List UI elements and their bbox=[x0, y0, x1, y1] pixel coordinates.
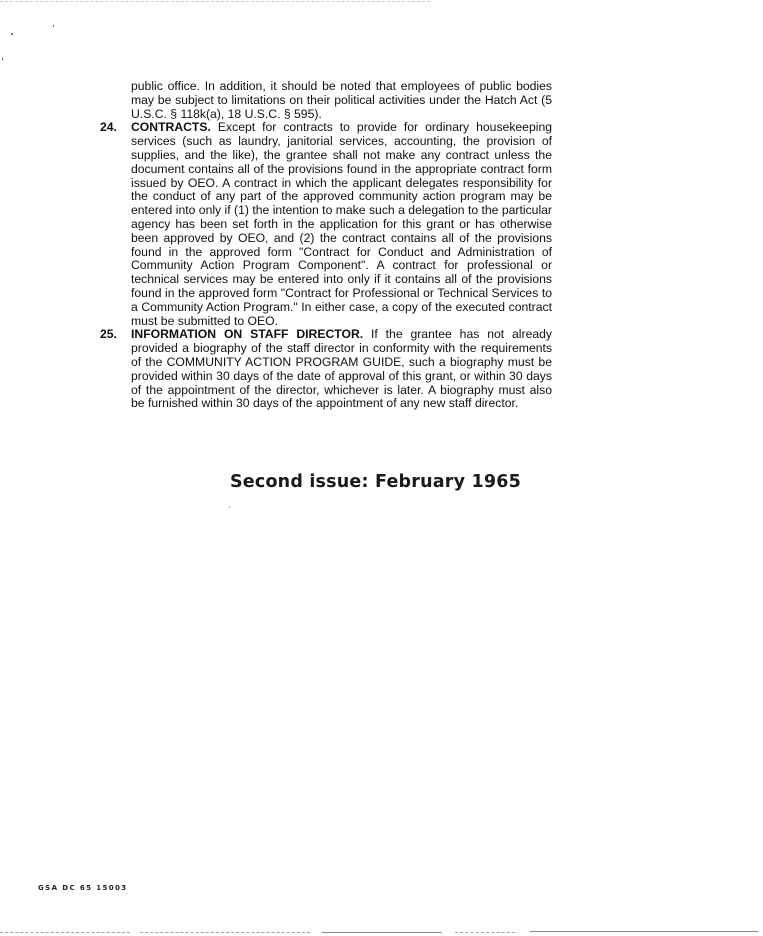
scan-edge-artifact bbox=[322, 932, 442, 933]
scan-speck bbox=[11, 33, 13, 35]
print-code: GSA DC 65 15003 bbox=[38, 884, 128, 892]
item-body: If the grantee has not already provided a biography of the staff director in conformity with the requirements of the COMMUNITY ACTION PROGRAM GUIDE, such a biography must be provided within 30 days of the date of approval of this grant, or within 30 days of the appointment of the director, whichever is later. A biography must also be furnished within 30 days of the appointment of any new staff director. bbox=[131, 327, 552, 411]
scan-speck bbox=[2, 58, 3, 60]
item-25-staff-director bbox=[97, 328, 552, 411]
scan-edge-artifact bbox=[140, 932, 310, 933]
body-text bbox=[97, 80, 552, 411]
continuation-paragraph: public office. In addition, it should be noted that employees of public bodies may be subject to limitations on their political activities under the Hatch Act (5 U.S.C. § 118k(a), 18 U.S.C. § 595). bbox=[131, 79, 552, 121]
scan-edge-artifact bbox=[0, 932, 130, 933]
scan-speck bbox=[53, 25, 54, 27]
scan-speck bbox=[229, 506, 230, 508]
item-number: 24. bbox=[100, 120, 117, 135]
issue-line: Second issue: February 1965 bbox=[230, 472, 521, 492]
scan-edge-artifact bbox=[0, 1, 430, 2]
item-heading: INFORMATION ON STAFF DIRECTOR. bbox=[131, 327, 372, 342]
item-heading: CONTRACTS. bbox=[131, 120, 218, 135]
item-number: 25. bbox=[100, 327, 117, 342]
item-24-contracts bbox=[97, 121, 552, 328]
item-body: Except for contracts to provide for ordinary housekeeping services (such as laundry, janitorial services, accounting, the provision of supplies, and the like), the grantee shall not make any contract unless the document contains all of the provisions found in the appropriate contract form issued by OEO. A contract in which the applicant delegates responsibility for the conduct of any part of the approved community action program may be entered into only if (1) the intention to make such a delegation to the particular agency has been set forth in the application for this grant or has otherwise been approved by OEO, and (2) the contract contains all of the provisions found in the approved form "Contract for Conduct and Administration of Community Action Program Component". A contract for professional or technical services may be entered into only if it contains all of the provisions found in the approved form "Contract for Professional or Technical Services to a Community Action Program." In either case, a copy of the executed contract must be submitted to OEO. bbox=[131, 120, 553, 328]
scan-edge-artifact bbox=[530, 931, 758, 932]
scan-edge-artifact bbox=[455, 932, 515, 933]
